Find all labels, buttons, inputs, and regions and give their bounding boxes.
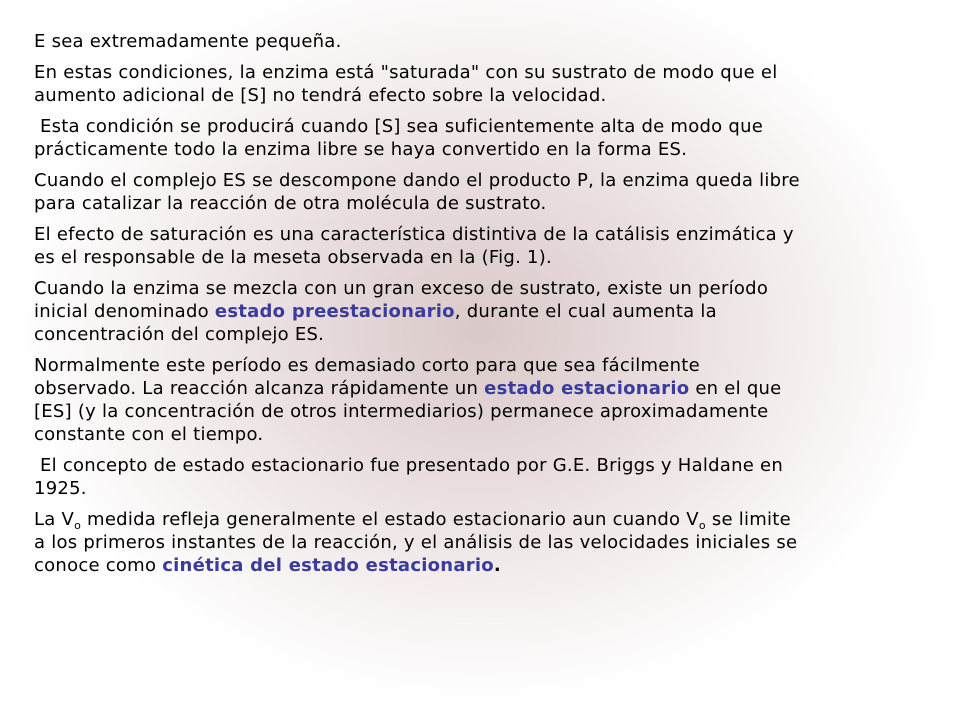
line-text: , durante el cual aumenta la: [454, 301, 717, 322]
highlight-term-estado-estacionario: estado estacionario: [484, 378, 690, 399]
highlight-term-estado-preestacionario: estado preestacionario: [214, 301, 455, 322]
paragraph-line: para catalizar la reacción de otra molécula de sustrato.: [34, 193, 547, 214]
paragraph-line: Cuando la enzima se mezcla con un gran exceso de sustrato, existe un período: [34, 278, 769, 299]
paragraph-line: En estas condiciones, la enzima está "saturada" con su sustrato de modo que el: [34, 62, 778, 83]
paragraph-line: [34, 377, 914, 400]
paragraph-line: [34, 554, 914, 577]
paragraph-line: Esta condición se producirá cuando [S] sea suficientemente alta de modo que: [34, 116, 764, 137]
paragraph-4: [34, 169, 914, 215]
paragraph-line: El concepto de estado estacionario fue presentado por G.E. Briggs y Haldane en: [34, 455, 784, 476]
line-text: se limite: [705, 509, 791, 530]
paragraph-line: prácticamente todo la enzima libre se haya convertido en la forma ES.: [34, 139, 688, 160]
subscript-o: o: [698, 519, 706, 532]
line-text: La V: [34, 509, 75, 530]
highlight-term-cinetica-estado-estacionario: cinética del estado estacionario: [162, 555, 494, 576]
line-text: medida refleja generalmente el estado estacionario aun cuando V: [81, 509, 699, 530]
paragraph-8: [34, 454, 914, 500]
paragraph-line: [34, 508, 914, 531]
paragraph-line: Normalmente este período es demasiado corto para que sea fácilmente: [34, 355, 700, 376]
paragraph-line: Cuando el complejo ES se descompone dando el producto P, la enzima queda libre: [34, 170, 800, 191]
paragraph-line: E sea extremadamente pequeña.: [34, 31, 342, 52]
paragraph-line: 1925.: [34, 478, 87, 499]
paragraph-line: aumento adicional de [S] no tendrá efecto sobre la velocidad.: [34, 85, 607, 106]
subscript-o: o: [74, 519, 82, 532]
line-text: en el que: [689, 378, 782, 399]
paragraph-3: [34, 115, 914, 161]
line-text: conoce como: [34, 555, 163, 576]
paragraph-line: concentración del complejo ES.: [34, 324, 325, 345]
paragraph-line: [ES] (y la concentración de otros intermediarios) permanece aproximadamente: [34, 401, 769, 422]
paragraph-9: [34, 508, 914, 577]
paragraph-1: [34, 30, 914, 53]
paragraph-2: [34, 61, 914, 107]
paragraph-5: [34, 223, 914, 269]
paragraph-line: constante con el tiempo.: [34, 424, 264, 445]
slide-text-body: [34, 30, 914, 585]
line-text: .: [493, 555, 501, 576]
paragraph-line: es el responsable de la meseta observada en la (Fig. 1).: [34, 247, 552, 268]
paragraph-7: [34, 354, 914, 446]
paragraph-line: [34, 300, 914, 323]
paragraph-6: [34, 277, 914, 346]
paragraph-line: El efecto de saturación es una característica distintiva de la catálisis enzimática y: [34, 224, 794, 245]
line-text: inicial denominado: [34, 301, 215, 322]
paragraph-line: a los primeros instantes de la reacción, y el análisis de las velocidades iniciales se: [34, 532, 798, 553]
line-text: observado. La reacción alcanza rápidamente un: [34, 378, 485, 399]
